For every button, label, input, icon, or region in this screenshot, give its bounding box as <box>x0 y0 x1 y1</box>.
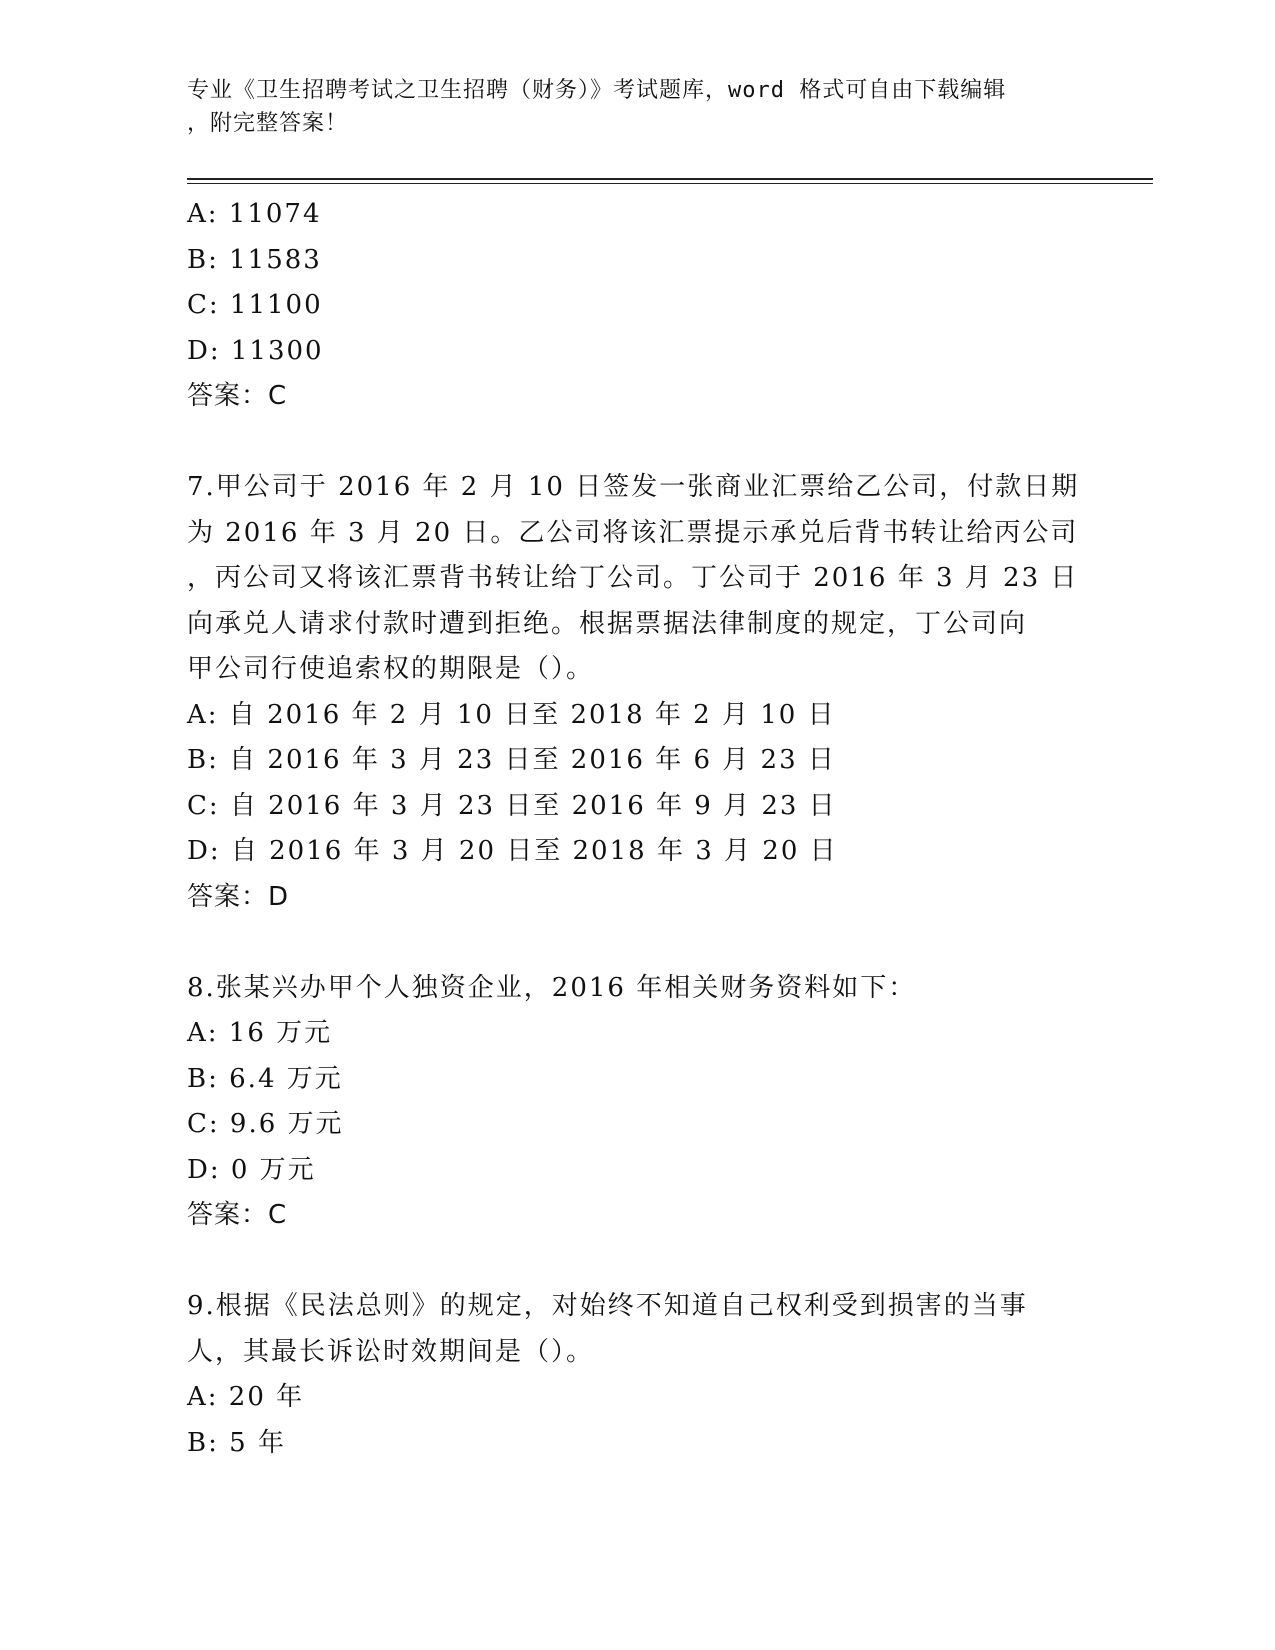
question-list <box>187 192 1080 1466</box>
option-d: D: 0 万元 <box>187 1154 316 1185</box>
question-line: 为 2016 年 3 月 20 日。乙公司将该汇票提示承兑后背书转让给丙公司 <box>187 517 1079 548</box>
option-d: D: 自 2016 年 3 月 20 日至 2018 年 3 月 20 日 <box>187 836 838 866</box>
question-line: 7.甲公司于 2016 年 2 月 10 日签发一张商业汇票给乙公司，付款日期 <box>187 472 1080 502</box>
page-header <box>187 74 1067 140</box>
question-line: ，丙公司又将该汇票背书转让给丁公司。丁公司于 2016 年 3 月 23 日 <box>187 563 1079 593</box>
question-line: 人，其最长诉讼时效期间是（）。 <box>187 1336 595 1367</box>
option-a: A: 11074 <box>187 199 322 229</box>
question-text <box>187 966 1067 1012</box>
question-text <box>187 465 1080 693</box>
option-a: A: 16 万元 <box>187 1018 333 1048</box>
answer: 答案：C <box>187 1200 288 1230</box>
option-a: A: 20 年 <box>187 1382 305 1412</box>
header-rule-thin <box>187 183 1153 184</box>
question-9 <box>187 1284 1067 1466</box>
answer: 答案：D <box>187 881 290 912</box>
header-line-1: 专业《卫生招聘考试之卫生招聘（财务）》考试题库，word 格式可自由下载编辑 <box>187 78 1007 103</box>
option-a: A: 自 2016 年 2 月 10 日至 2018 年 2 月 10 日 <box>187 699 836 730</box>
option-c: C: 自 2016 年 3 月 23 日至 2016 年 9 月 23 日 <box>187 790 837 821</box>
question-line: 8.张某兴办甲个人独资企业，2016 年相关财务资料如下： <box>187 972 917 1003</box>
question-line: 向承兑人请求付款时遭到拒绝。根据票据法律制度的规定，丁公司向 <box>187 608 1028 639</box>
question-line: 9.根据《民法总则》的规定，对始终不知道自己权利受到损害的当事 <box>187 1291 1028 1321</box>
question-7 <box>187 465 1080 920</box>
option-c: C: 11100 <box>187 290 323 320</box>
option-c: C: 9.6 万元 <box>187 1109 344 1139</box>
question-line: 甲公司行使追索权的期限是（）。 <box>187 654 595 684</box>
option-b: B: 自 2016 年 3 月 23 日至 2016 年 6 月 23 日 <box>187 745 836 775</box>
header-line-2: ，附完整答案！ <box>187 111 349 136</box>
option-b: B: 11583 <box>187 244 322 275</box>
option-b: B: 6.4 万元 <box>187 1063 343 1094</box>
answer: 答案：C <box>187 381 288 411</box>
header-rule-thick <box>187 178 1153 180</box>
question-8 <box>187 966 1067 1239</box>
question-text <box>187 1284 1067 1375</box>
question-6 <box>187 192 1067 420</box>
option-d: D: 11300 <box>187 335 324 366</box>
option-b: B: 5 年 <box>187 1427 286 1458</box>
